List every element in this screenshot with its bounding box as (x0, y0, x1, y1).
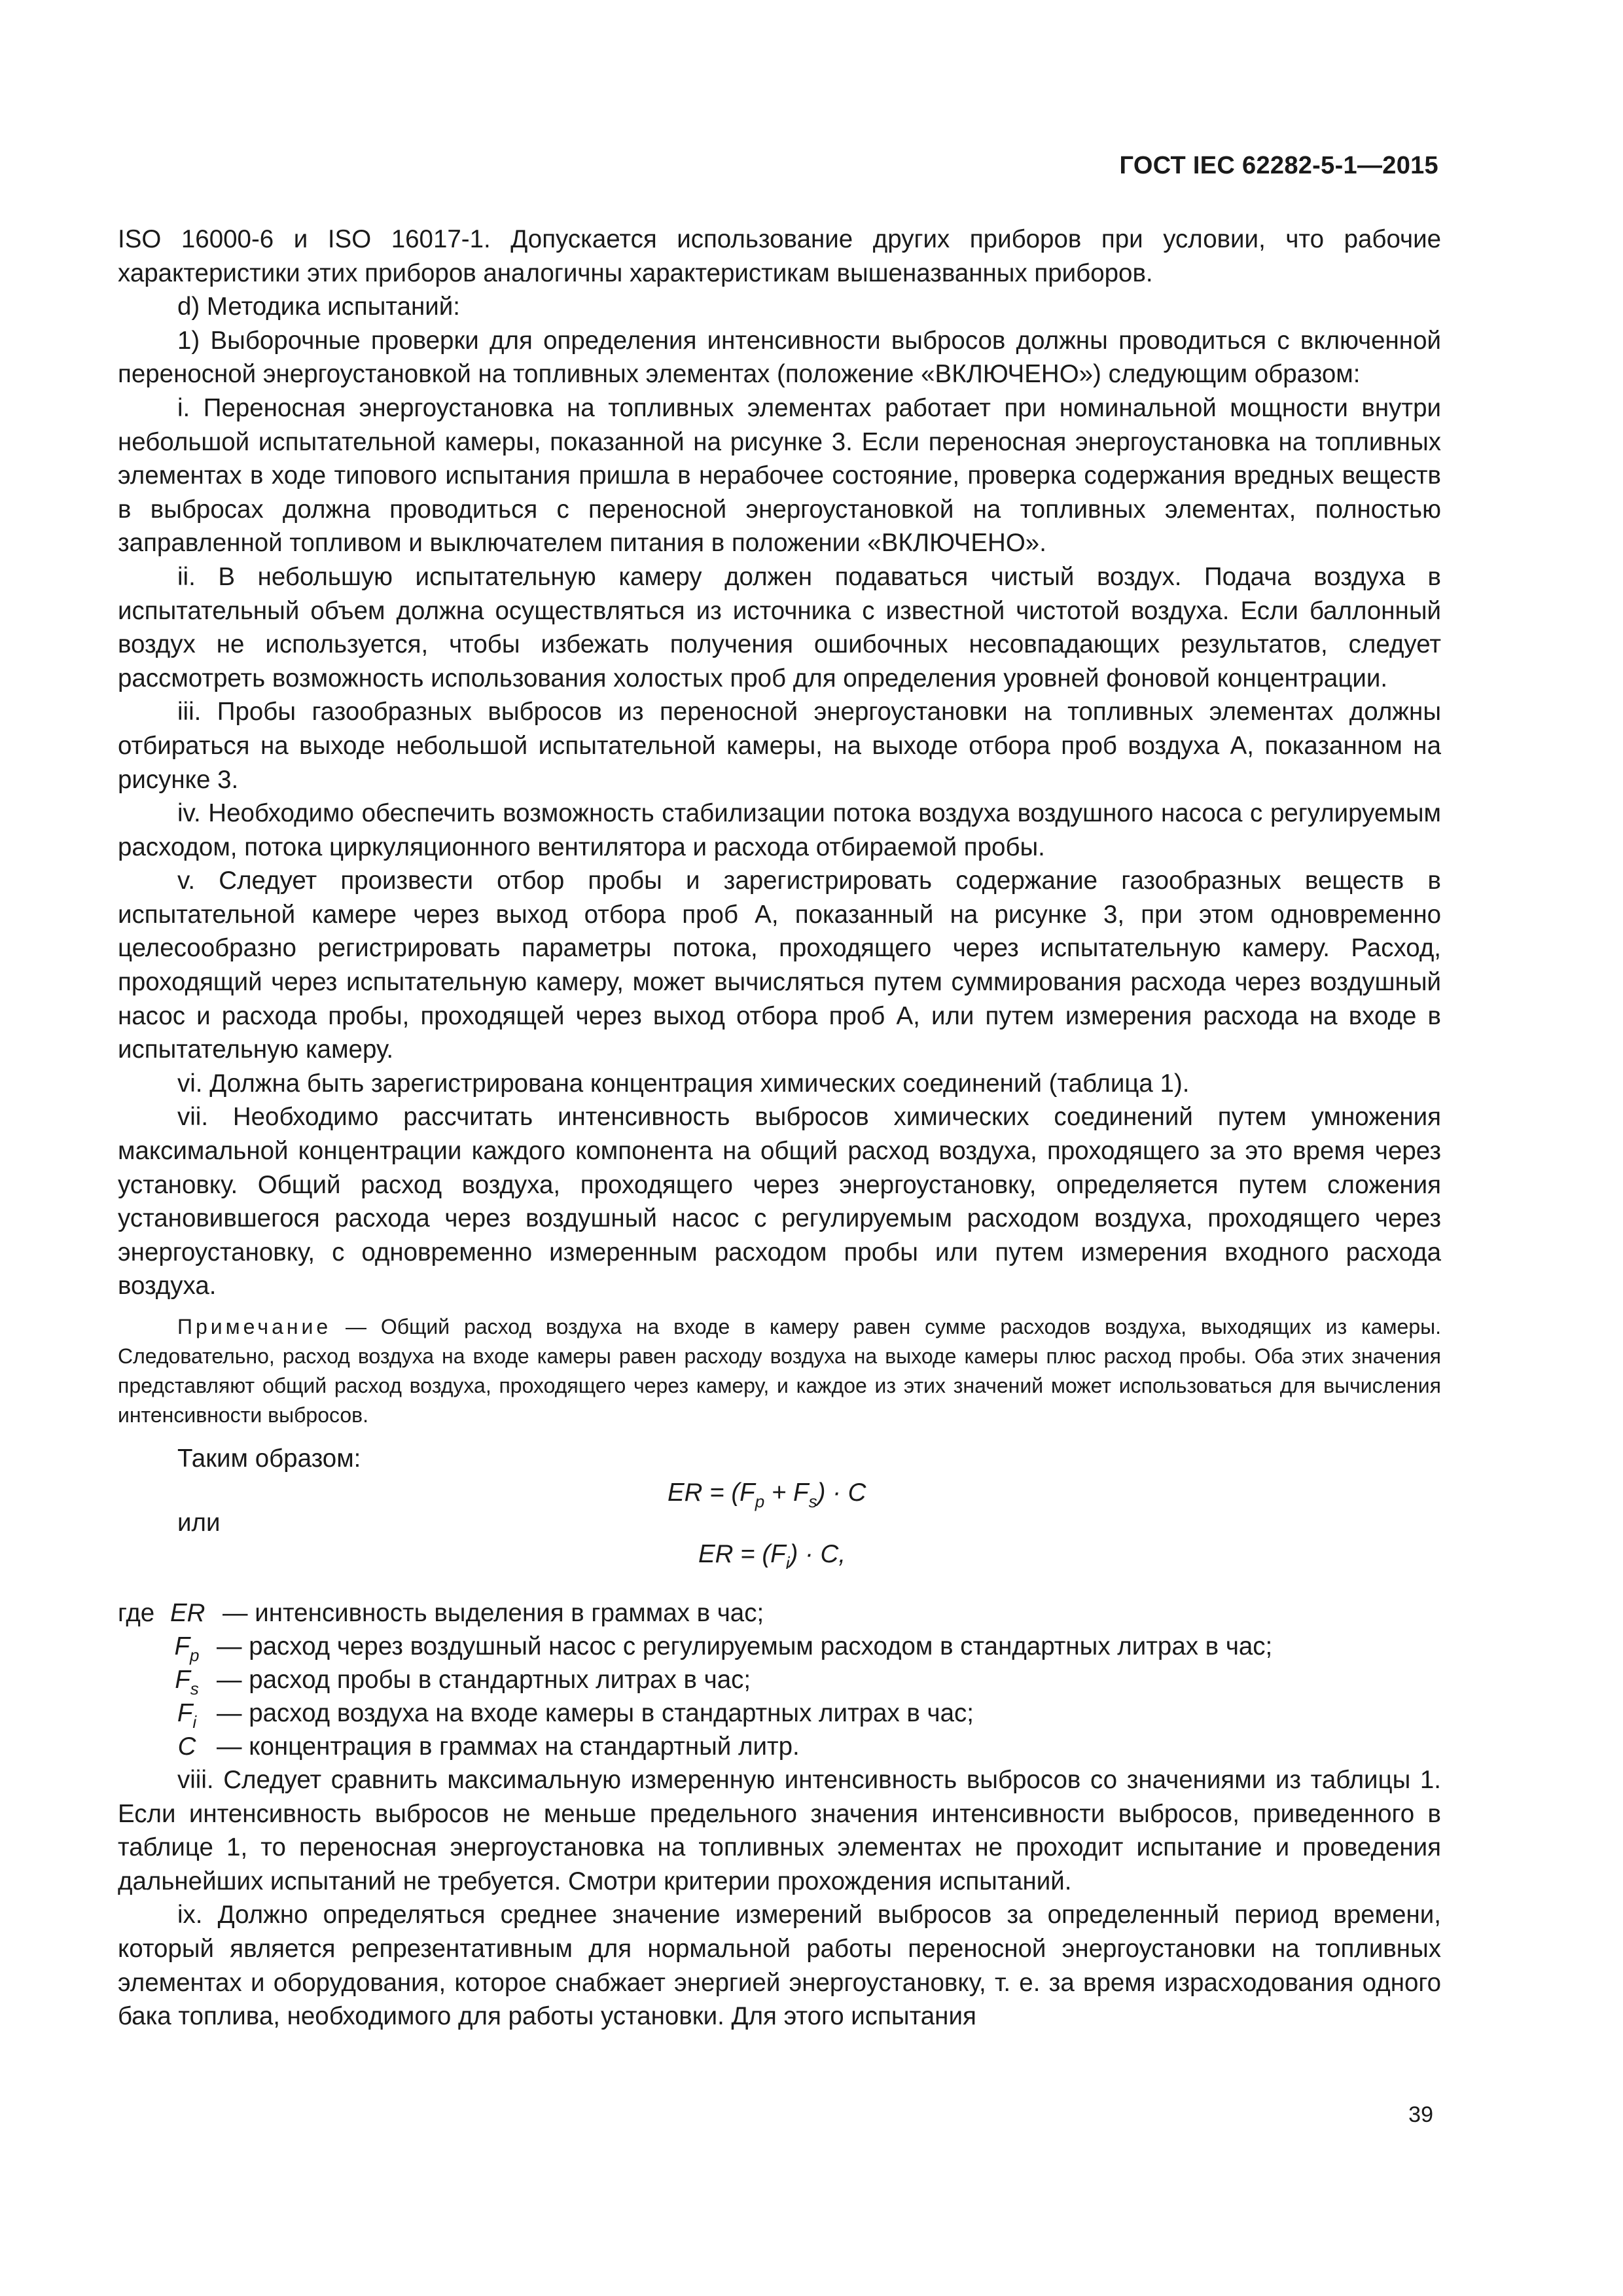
definition-row (118, 1596, 1441, 1630)
formula-intro: Таким образом: (177, 1444, 361, 1473)
document-body (118, 223, 1441, 2034)
paragraph: ISO 16000-6 и ISO 16017-1. Допускается использование других приборов при условии, что рабочие характеристики этих приборов аналогичны характеристикам вышеназванных приборов. (118, 225, 1441, 287)
formula-2: ER = $(F_i) \cdot C$, (698, 1540, 846, 1573)
definition-text: — концентрация в граммах на стандартный литр. (217, 1732, 800, 1761)
paragraph: i. Переносная энергоустановка на топливных элементах работает при номинальной мощности внутри небольшой испытательной камеры, показанной на рисунке 3. Если переносная энергоустановка на топливных элементах в ходе типового испытания пришла в нерабочее состояние, проверка содержания вредных веществ в выбросах должна проводиться с переносной энергоустановкой на топливных элементах, полностью заправленной топливом и выключателем питания в положении «ВКЛЮЧЕНО». (118, 393, 1441, 558)
definition-text: — расход через воздушный насос с регулируемым расходом в стандартных литрах в час; (217, 1632, 1273, 1660)
definition-symbol: $F_s$ (175, 1666, 199, 1698)
definition-symbol: $F_p$ (174, 1632, 200, 1665)
paragraph: v. Следует произвести отбор пробы и зарегистрировать содержание газообразных веществ в испытательной камере через выход отбора проб А, показанный на рисунке 3, при этом одновременно целесообразно регистрировать параметры потока, проходящего через испытательную камеру. Расход, проходящий через испытательную камеру, может вычисляться путем суммирования расхода через воздушный насос и расхода пробы, проходящей через выход отбора проб А, или путем измерения расхода на входе в испытательную камеру. (118, 867, 1441, 1064)
page-header-doc-id: ГОСТ IEC 62282-5-1—2015 (1119, 152, 1438, 179)
note-text: — Общий расход воздуха на входе в камеру равен сумме расходов воздуха, выходящих из камеры. Следовательно, расход воздуха на входе камеры равен расходу воздуха на выходе камеры плюс расход пробы. Оба этих значения представляют общий расход воздуха, проходящего через камеру, и каждое из этих значений может использоваться для вычисления интенсивности выбросов. (118, 1315, 1441, 1427)
definition-text: — интенсивность выделения в граммах в час; (223, 1599, 764, 1627)
note (118, 1312, 1441, 1430)
definition-row (118, 1696, 1441, 1730)
paragraph: ii. В небольшую испытательную камеру должен подаваться чистый воздух. Подача воздуха в испытательный объем должна осуществляться из источника с известной чистотой воздуха. Если баллонный воздух не используется, чтобы избежать получения ошибочных несовпадающих результатов, следует рассмотреть возможность использования холостых проб для определения уровней фоновой концентрации. (118, 562, 1441, 692)
paragraph: ix. Должно определяться среднее значение измерений выбросов за определенный период времени, который является репрезентативным для нормальной работы переносной энергоустановки на топливных элементах и оборудования, которое снабжает энергией энергоустановку, т. е. за время израсходования одного бака топлива, необходимого для работы установки. Для этого испытания (118, 1901, 1441, 2031)
paragraph: d) Методика испытаний: (177, 293, 460, 321)
paragraph: vii. Необходимо рассчитать интенсивность выбросов химических соединений путем умножения максимальной концентрации каждого компонента на общий расход воздуха, проходящего за это время через установку. Общий расход воздуха, проходящего через энергоустановку, определяется путем сложения установившегося расхода через воздушный насос с регулируемым расходом воздуха, проходящего через энергоустановку, с одновременно измеренным расходом пробы или путем измерения входного расхода воздуха. (118, 1103, 1441, 1300)
paragraph: iii. Пробы газообразных выбросов из переносной энергоустановки на топливных элементах должны отбираться на выходе небольшой испытательной камеры, на выходе отбора проб воздуха А, показанном на рисунке 3. (118, 698, 1441, 794)
definition-symbol: ER (170, 1599, 205, 1627)
definition-row (118, 1663, 1441, 1696)
note-label: Примечание (177, 1315, 332, 1338)
paragraph: vi. Должна быть зарегистрирована концентрация химических соединений (таблица 1). (177, 1069, 1190, 1098)
definition-symbol: $F_i$ (177, 1699, 197, 1732)
definition-text: — расход воздуха на входе камеры в стандартных литрах в час; (217, 1699, 974, 1727)
formula-1: ER = $(F_p + F_s) \cdot C$ (668, 1479, 866, 1511)
definition-symbol: C (177, 1732, 196, 1761)
definition-row (118, 1730, 1441, 1763)
definition-text: — расход пробы в стандартных литрах в час; (217, 1666, 751, 1694)
definition-row (118, 1630, 1441, 1663)
page-number: 39 (1408, 2102, 1433, 2127)
definition-where: где (118, 1599, 155, 1627)
paragraph: iv. Необходимо обеспечить возможность стабилизации потока воздуха воздушного насоса с регулируемым расходом, потока циркуляционного вентилятора и расхода отбираемой пробы. (118, 799, 1441, 861)
formula-block (118, 1442, 1441, 1592)
paragraph: viii. Следует сравнить максимальную измеренную интенсивность выбросов со значениями из таблицы 1. Если интенсивность выбросов не меньше предельного значения интенсивности выбросов, приведенного в таблице 1, то переносная энергоустановка на топливных элементах не проходит испытание и проведения дальнейших испытаний не требуется. Смотри критерии прохождения испытаний. (118, 1766, 1441, 1895)
definitions-list (118, 1596, 1441, 1763)
formula-or: или (177, 1509, 221, 1537)
paragraph: 1) Выборочные проверки для определения интенсивности выбросов должны проводиться с включенной переносной энергоустановкой на топливных элементах (положение «ВКЛЮЧЕНО») следующим образом: (118, 326, 1441, 389)
